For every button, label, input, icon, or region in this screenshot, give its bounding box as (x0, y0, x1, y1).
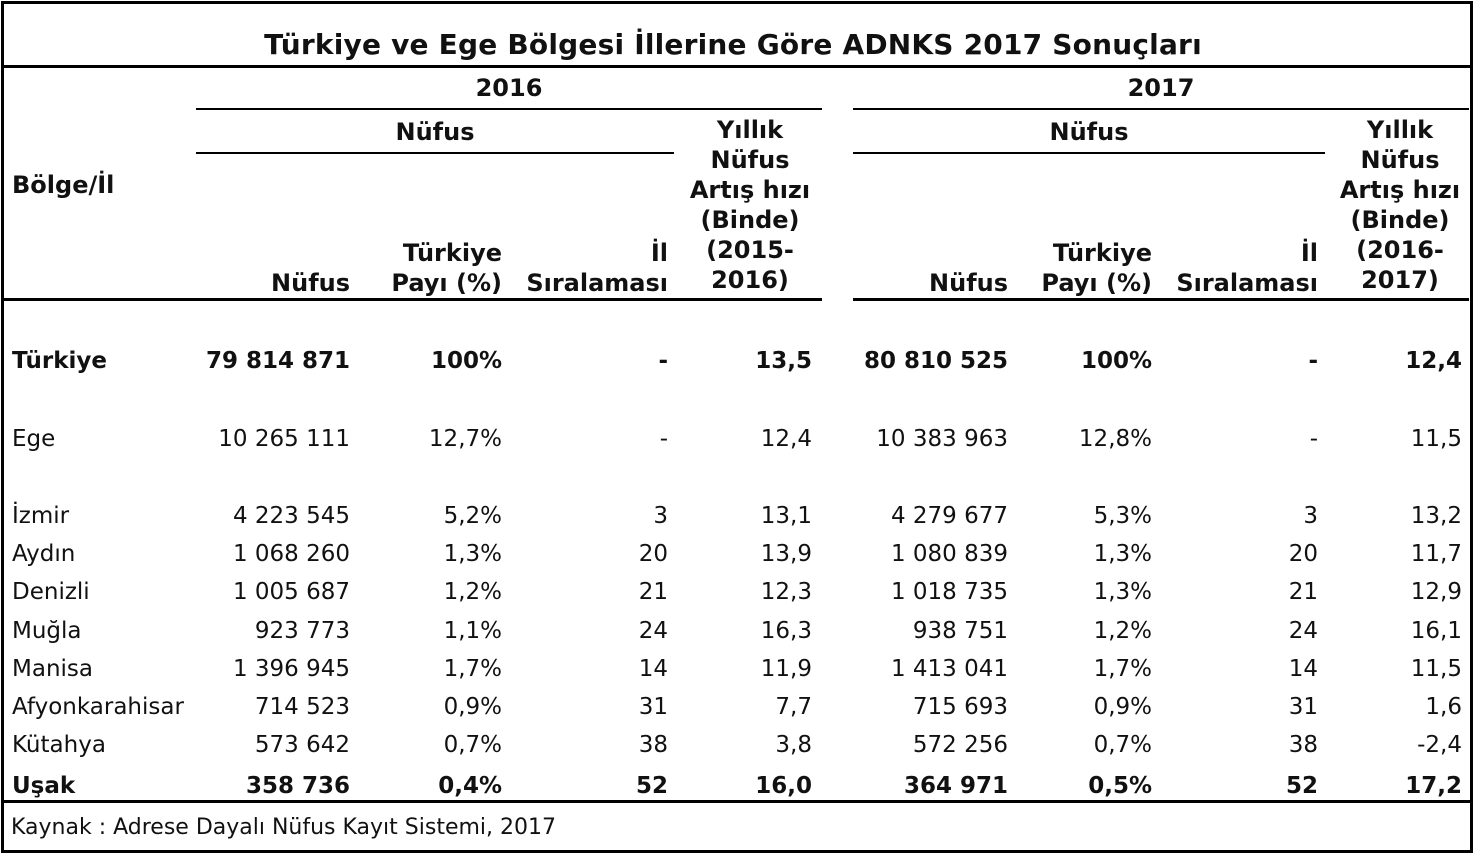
header-bottom-rule-left (4, 298, 822, 301)
table-cell-g16: 13,5 (755, 348, 812, 374)
table-cell-p16: 0,7% (443, 732, 502, 758)
table-cell-g17: 1,6 (1425, 694, 1462, 720)
year-2016-header: 2016 (475, 74, 543, 102)
table-cell-g17: 17,2 (1405, 773, 1462, 799)
page-title: Türkiye ve Ege Bölgesi İllerine Göre ADNKS 2017 Sonuçları (264, 28, 1202, 61)
table-cell-p16: 5,2% (443, 503, 502, 529)
table-cell-s17: 24 (1288, 618, 1318, 644)
table-cell-p17: 0,9% (1093, 694, 1152, 720)
nufus-2016-rule (196, 152, 674, 154)
growth-2016-header: Yıllık Nüfus Artış hızı (Binde) (2015-2016) (689, 116, 811, 294)
table-cell-s16: 3 (653, 503, 668, 529)
source-note: Kaynak : Adrese Dayalı Nüfus Kayıt Sistemi, 2017 (11, 815, 556, 840)
table-cell-p16: 1,1% (443, 618, 502, 644)
table-cell-n17: 10 383 963 (876, 426, 1008, 452)
table-cell-n17: 572 256 (912, 732, 1008, 758)
table-cell-s16: 20 (638, 541, 668, 567)
table-cell-n16: 1 068 260 (232, 541, 350, 567)
table-cell-s17: 31 (1288, 694, 1318, 720)
table-cell-g17: 12,9 (1410, 579, 1462, 605)
row-label: Türkiye (12, 348, 107, 374)
table-cell-n16: 1 005 687 (232, 579, 350, 605)
sira-col-2016: İl Sıralaması (526, 239, 668, 297)
table-cell-s17: 21 (1288, 579, 1318, 605)
table-cell-n16: 1 396 945 (232, 656, 350, 682)
table-cell-g17: 11,7 (1410, 541, 1462, 567)
table-cell-n16: 923 773 (254, 618, 350, 644)
table-cell-g16: 12,3 (760, 579, 812, 605)
growth-2017-header: Yıllık Nüfus Artış hızı (Binde) (2016-2017) (1339, 116, 1461, 294)
table-cell-s16: - (658, 348, 668, 374)
table-cell-s17: 52 (1285, 773, 1318, 799)
table-cell-n16: 358 736 (245, 773, 350, 799)
nufus-group-2016: Nüfus (395, 118, 475, 146)
table-cell-n16: 714 523 (254, 694, 350, 720)
title-divider (4, 65, 1470, 68)
nufus-col-2017: Nüfus (929, 269, 1008, 297)
table-cell-s17: - (1309, 426, 1318, 452)
row-label: Afyonkarahisar (12, 694, 184, 720)
row-label: Ege (12, 426, 56, 452)
table-cell-s16: 21 (638, 579, 668, 605)
table-cell-p16: 0,4% (438, 773, 502, 799)
sira-col-2017: İl Sıralaması (1176, 239, 1318, 297)
table-cell-p16: 1,7% (443, 656, 502, 682)
table-cell-p17: 0,7% (1093, 732, 1152, 758)
nufus-col-2016: Nüfus (271, 269, 350, 297)
region-column-header: Bölge/İl (12, 171, 115, 199)
table-cell-s16: 14 (638, 656, 668, 682)
table-cell-s17: 38 (1288, 732, 1318, 758)
table-cell-p16: 1,3% (443, 541, 502, 567)
table-cell-n17: 364 971 (903, 773, 1008, 799)
table-cell-n17: 4 279 677 (890, 503, 1008, 529)
table-cell-p17: 12,8% (1078, 426, 1152, 452)
table-cell-n17: 938 751 (912, 618, 1008, 644)
table-cell-g17: -2,4 (1417, 732, 1462, 758)
table-cell-n16: 4 223 545 (232, 503, 350, 529)
nufus-2017-rule (853, 152, 1325, 154)
table-cell-g17: 16,1 (1410, 618, 1462, 644)
table-cell-g17: 11,5 (1410, 656, 1462, 682)
row-label: Aydın (12, 541, 76, 567)
table-cell-n16: 573 642 (254, 732, 350, 758)
table-cell-n16: 10 265 111 (218, 426, 350, 452)
table-cell-s17: 14 (1288, 656, 1318, 682)
table-cell-n17: 1 413 041 (890, 656, 1008, 682)
table-cell-n17: 715 693 (912, 694, 1008, 720)
row-label: Manisa (12, 656, 93, 682)
table-cell-p17: 5,3% (1093, 503, 1152, 529)
table-cell-n17: 1 080 839 (890, 541, 1008, 567)
table-cell-s16: 38 (638, 732, 668, 758)
table-cell-p17: 1,3% (1093, 541, 1152, 567)
table-cell-g16: 11,9 (760, 656, 812, 682)
table-cell-p17: 1,7% (1093, 656, 1152, 682)
table-cell-g16: 12,4 (760, 426, 812, 452)
table-cell-g17: 11,5 (1410, 426, 1462, 452)
table-cell-g16: 13,9 (760, 541, 812, 567)
table-cell-g16: 16,0 (755, 773, 812, 799)
row-label: Muğla (12, 618, 82, 644)
table-cell-g17: 12,4 (1405, 348, 1462, 374)
table-cell-s17: - (1308, 348, 1318, 374)
table-cell-p17: 1,3% (1093, 579, 1152, 605)
pay-col-2016: Türkiye Payı (%) (391, 239, 502, 297)
table-cell-p17: 1,2% (1093, 618, 1152, 644)
table-cell-s16: - (659, 426, 668, 452)
row-label: Kütahya (12, 732, 106, 758)
row-label: İzmir (12, 503, 70, 529)
row-label: Uşak (12, 773, 76, 799)
table-cell-p16: 0,9% (443, 694, 502, 720)
year-2017-header: 2017 (1127, 74, 1195, 102)
footer-divider (4, 800, 1470, 803)
year-2017-rule (853, 108, 1469, 110)
table-cell-p17: 0,5% (1088, 773, 1152, 799)
table-cell-g16: 16,3 (760, 618, 812, 644)
header-bottom-rule-right (853, 298, 1469, 301)
table-cell-p16: 12,7% (428, 426, 502, 452)
table-cell-p16: 100% (430, 348, 502, 374)
table-cell-n16: 79 814 871 (205, 348, 350, 374)
table-cell-g16: 7,7 (775, 694, 812, 720)
table-cell-n17: 80 810 525 (863, 348, 1008, 374)
table-cell-p17: 100% (1080, 348, 1152, 374)
table-cell-s17: 3 (1303, 503, 1318, 529)
table-cell-s16: 52 (635, 773, 668, 799)
table-cell-s17: 20 (1288, 541, 1318, 567)
table-cell-g17: 13,2 (1410, 503, 1462, 529)
table-cell-g16: 3,8 (775, 732, 812, 758)
table-cell-g16: 13,1 (760, 503, 812, 529)
nufus-group-2017: Nüfus (1049, 118, 1129, 146)
table-cell-s16: 24 (638, 618, 668, 644)
year-2016-rule (196, 108, 822, 110)
row-label: Denizli (12, 579, 90, 605)
table-cell-p16: 1,2% (443, 579, 502, 605)
table-cell-n17: 1 018 735 (890, 579, 1008, 605)
pay-col-2017: Türkiye Payı (%) (1041, 239, 1152, 297)
table-cell-s16: 31 (638, 694, 668, 720)
